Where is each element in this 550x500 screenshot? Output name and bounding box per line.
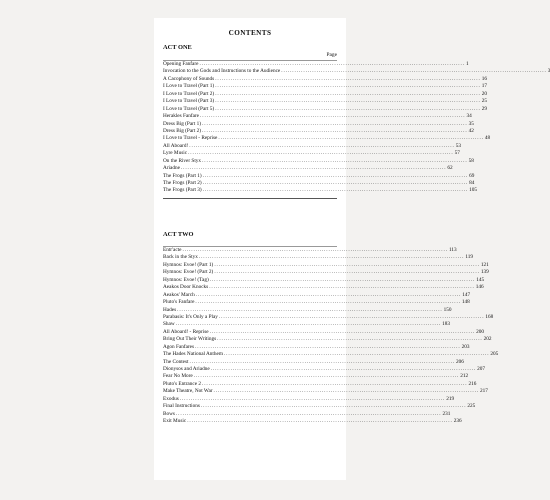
dot-leader: ........................................................................................................................ (195, 291, 462, 298)
toc-entry (163, 165, 453, 172)
toc-entry (163, 380, 477, 388)
toc-entry-title: Shaw (163, 321, 175, 328)
toc-entry-title: Back in the Styx (163, 254, 198, 261)
toc-entry (163, 105, 487, 113)
toc-entry-title: Exit Music (163, 418, 187, 425)
toc-entry-title: Pluto's Fanfare (163, 299, 195, 306)
toc-entry-title: On the River Styx (163, 157, 202, 164)
toc-entry (163, 150, 460, 157)
toc-entry-page: 34 (466, 113, 472, 120)
dot-leader: ........................................................................................................................ (200, 113, 466, 120)
toc-entry-page: 84 (469, 180, 475, 186)
page-column-label: Page (326, 52, 337, 58)
toc-entry-page: 57 (454, 150, 460, 157)
toc-entry-page: 150 (443, 306, 452, 313)
toc-entry-page: 3 (547, 68, 550, 75)
toc-entry-page: 16 (481, 75, 487, 82)
toc-entry (163, 98, 487, 105)
dot-leader: ........................................................................................................................ (179, 395, 446, 402)
toc-entry-page: 146 (475, 284, 484, 291)
toc-entry-title: All Aboard! (163, 142, 189, 149)
dot-leader: ........................................................................................................................ (175, 410, 442, 417)
dot-leader: ........................................................................................................................ (214, 269, 480, 276)
dot-leader: ........................................................................................................................ (217, 336, 483, 343)
dot-leader: ........................................................................................................................ (210, 366, 477, 372)
dot-leader: ........................................................................................................................ (215, 83, 481, 90)
toc-entry-title: The Frogs (Part 2) (163, 180, 202, 186)
dot-leader: ........................................................................................................................ (213, 388, 480, 395)
act-one-heading: ACT ONE (163, 44, 192, 51)
dot-leader: ........................................................................................................................ (218, 313, 485, 320)
toc-entry-page: 145 (476, 276, 485, 283)
toc-entry-page: 29 (481, 105, 487, 112)
toc-entry-page: 206 (456, 358, 464, 365)
toc-entry-page: 42 (468, 127, 474, 134)
toc-entry (163, 120, 474, 128)
toc-entry (163, 403, 476, 410)
toc-entry (163, 306, 452, 314)
dot-leader: ........................................................................................................................ (198, 254, 465, 261)
toc-entry-page: 216 (468, 380, 477, 387)
toc-entry-title: The Contest (163, 358, 189, 365)
toc-entry-page: 212 (460, 373, 469, 380)
toc-entry-page: 200 (476, 328, 485, 335)
toc-entry-title: Exodus (163, 395, 179, 402)
toc-entry (163, 127, 474, 135)
toc-entry-title: I Love to Travel - Reprise (163, 135, 218, 142)
toc-entry (163, 373, 469, 380)
toc-entry (163, 172, 475, 180)
toc-entry (163, 388, 488, 395)
toc-entry (163, 343, 470, 351)
toc-entry-title: Bows (163, 410, 175, 417)
dot-leader: ........................................................................................................................ (175, 321, 442, 328)
toc-entry-title: Aeakos Door Knocks (163, 284, 209, 291)
dot-leader: ........................................................................................................................ (214, 261, 480, 268)
toc-entry (163, 247, 457, 254)
toc-entry-page: 113 (448, 247, 457, 253)
toc-entry (163, 366, 486, 373)
toc-entry (163, 276, 485, 284)
toc-entry-page: 217 (480, 388, 488, 395)
toc-entry-title: Aeakos' March (163, 291, 195, 298)
toc-entry-page: 168 (485, 313, 494, 320)
toc-entry-page: 105 (469, 187, 478, 194)
dot-leader: ........................................................................................................................ (223, 351, 490, 358)
toc-entry-title: Entr'acte (163, 247, 182, 253)
toc-entry-title: Opening Fanfare (163, 61, 199, 67)
toc-entry (163, 113, 472, 120)
toc-entry-title: Bring Out Their Writings (163, 336, 217, 343)
toc-entry (163, 68, 550, 75)
dot-leader: ........................................................................................................................ (180, 165, 447, 172)
toc-entry (163, 135, 491, 142)
act-two-list (163, 246, 499, 426)
toc-entry-title: A Cacophony of Sounds (163, 75, 215, 82)
act-one-list (163, 60, 550, 195)
toc-entry (163, 61, 469, 68)
toc-entry-title: Invocation to the Gods and Instructions to the Audience (163, 68, 281, 75)
dot-leader: ........................................................................................................................ (200, 403, 467, 410)
dot-leader: ........................................................................................................................ (187, 418, 453, 425)
toc-entry (163, 395, 455, 403)
dot-leader: ........................................................................................................................ (202, 187, 469, 194)
contents-page (154, 18, 550, 480)
dot-leader: ........................................................................................................................ (188, 150, 454, 157)
dot-leader: ........................................................................................................................ (199, 61, 465, 67)
toc-entry-title: Dress Big (Part 2) (163, 127, 202, 134)
toc-entry-title: Hymnos: Evoe! (Tag) (163, 276, 209, 283)
toc-entry-title: Ariadne (163, 165, 180, 172)
toc-entry-page: 147 (462, 291, 471, 298)
dot-leader: ........................................................................................................................ (202, 127, 468, 134)
toc-entry-title: I Love to Travel (Part 5) (163, 105, 215, 112)
dot-leader: ........................................................................................................................ (193, 373, 460, 380)
dot-leader: ........................................................................................................................ (189, 358, 456, 365)
toc-entry (163, 269, 489, 276)
toc-entry-page: 139 (480, 269, 489, 276)
dot-leader: ........................................................................................................................ (202, 157, 468, 164)
toc-entry (163, 328, 485, 336)
toc-entry-page: 48 (484, 135, 491, 142)
act-divider (163, 198, 337, 199)
toc-entry-title: Hymnos: Evoe! (Part 1) (163, 261, 214, 268)
toc-entry-page: 236 (453, 418, 462, 425)
toc-entry-title: Hades (163, 306, 177, 313)
toc-entry-page: 203 (461, 343, 470, 350)
toc-entry-page: 231 (442, 410, 451, 417)
toc-entry (163, 358, 464, 366)
toc-entry-page: 219 (446, 395, 455, 402)
toc-entry-page: 17 (481, 83, 487, 90)
page-title: CONTENTS (228, 29, 272, 37)
dot-leader: ........................................................................................................................ (215, 98, 481, 105)
dot-leader: ........................................................................................................................ (209, 276, 476, 283)
toc-entry-title: Final Instructions (163, 403, 200, 410)
toc-entry-page: 35 (468, 120, 474, 127)
toc-entry (163, 410, 451, 418)
dot-leader: ........................................................................................................................ (189, 142, 455, 149)
toc-entry-title: All Aboard! - Reprise (163, 328, 209, 335)
toc-entry (163, 284, 484, 291)
dot-leader: ........................................................................................................................ (202, 180, 469, 186)
toc-entry-page: 205 (490, 351, 499, 358)
toc-entry (163, 254, 474, 261)
toc-entry (163, 83, 487, 90)
dot-leader: ........................................................................................................................ (218, 135, 484, 142)
toc-entry (163, 291, 471, 299)
toc-entry (163, 299, 470, 306)
toc-entry-title: The Frogs (Part 1) (163, 172, 202, 179)
toc-entry (163, 157, 474, 165)
toc-entry-title: Dress Big (Part 1) (163, 120, 202, 127)
toc-entry-title: Lyre Music (163, 150, 188, 157)
toc-entry (163, 336, 492, 343)
dot-leader: ........................................................................................................................ (182, 247, 448, 253)
toc-entry (163, 313, 494, 321)
toc-entry-title: The Hades National Anthem (163, 351, 223, 358)
toc-entry-title: I Love to Travel (Part 2) (163, 90, 215, 97)
toc-entry (163, 187, 478, 194)
toc-entry-title: Fear No More (163, 373, 193, 380)
toc-entry-page: 202 (483, 336, 492, 343)
dot-leader: ........................................................................................................................ (215, 105, 481, 112)
toc-entry-page: 62 (447, 165, 453, 172)
toc-entry (163, 351, 499, 358)
toc-entry-title: Hymnos: Evoe! (Part 2) (163, 269, 214, 276)
toc-entry-title: I Love to Travel (Part 3) (163, 98, 215, 105)
dot-leader: ........................................................................................................................ (195, 343, 461, 350)
toc-entry-page: 119 (465, 254, 474, 261)
toc-entry-title: The Frogs (Part 3) (163, 187, 202, 194)
toc-entry-title: Pluto's Entrance 2 (163, 380, 201, 387)
dot-leader: ........................................................................................................................ (209, 328, 476, 335)
toc-entry-page: 148 (461, 299, 470, 306)
toc-entry (163, 418, 462, 425)
dot-leader: ........................................................................................................................ (195, 299, 461, 306)
toc-entry-page: 207 (477, 366, 486, 372)
dot-leader: ........................................................................................................................ (201, 380, 468, 387)
toc-entry (163, 321, 451, 328)
toc-entry-page: 69 (469, 172, 475, 179)
toc-entry-page: 53 (455, 142, 461, 149)
dot-leader: ........................................................................................................................ (281, 68, 547, 75)
act-two-heading: ACT TWO (163, 231, 194, 238)
toc-entry-page: 25 (481, 98, 487, 105)
toc-entry-title: Agon Fanfares (163, 343, 195, 350)
dot-leader: ........................................................................................................................ (215, 90, 481, 97)
dot-leader: ........................................................................................................................ (209, 284, 475, 291)
toc-entry-title: Make Theatre, Not War (163, 388, 213, 395)
dot-leader: ........................................................................................................................ (202, 120, 468, 127)
toc-entry-page: 225 (467, 403, 476, 410)
toc-entry-title: Dionysos and Ariadne (163, 366, 210, 372)
toc-entry-page: 20 (481, 90, 487, 97)
toc-entry-page: 58 (468, 157, 474, 164)
toc-entry-title: I Love to Travel (Part 1) (163, 83, 215, 90)
toc-entry-page: 121 (480, 261, 489, 268)
toc-entry (163, 142, 461, 150)
toc-entry-title: Herakles Fanfare (163, 113, 200, 120)
dot-leader: ........................................................................................................................ (177, 306, 443, 313)
dot-leader: ........................................................................................................................ (215, 75, 481, 82)
toc-entry-page: 183 (442, 321, 451, 328)
toc-entry-page: 1 (465, 61, 469, 67)
toc-entry-title: Parabasis: It's Only a Play (163, 313, 218, 320)
dot-leader: ........................................................................................................................ (202, 172, 469, 179)
